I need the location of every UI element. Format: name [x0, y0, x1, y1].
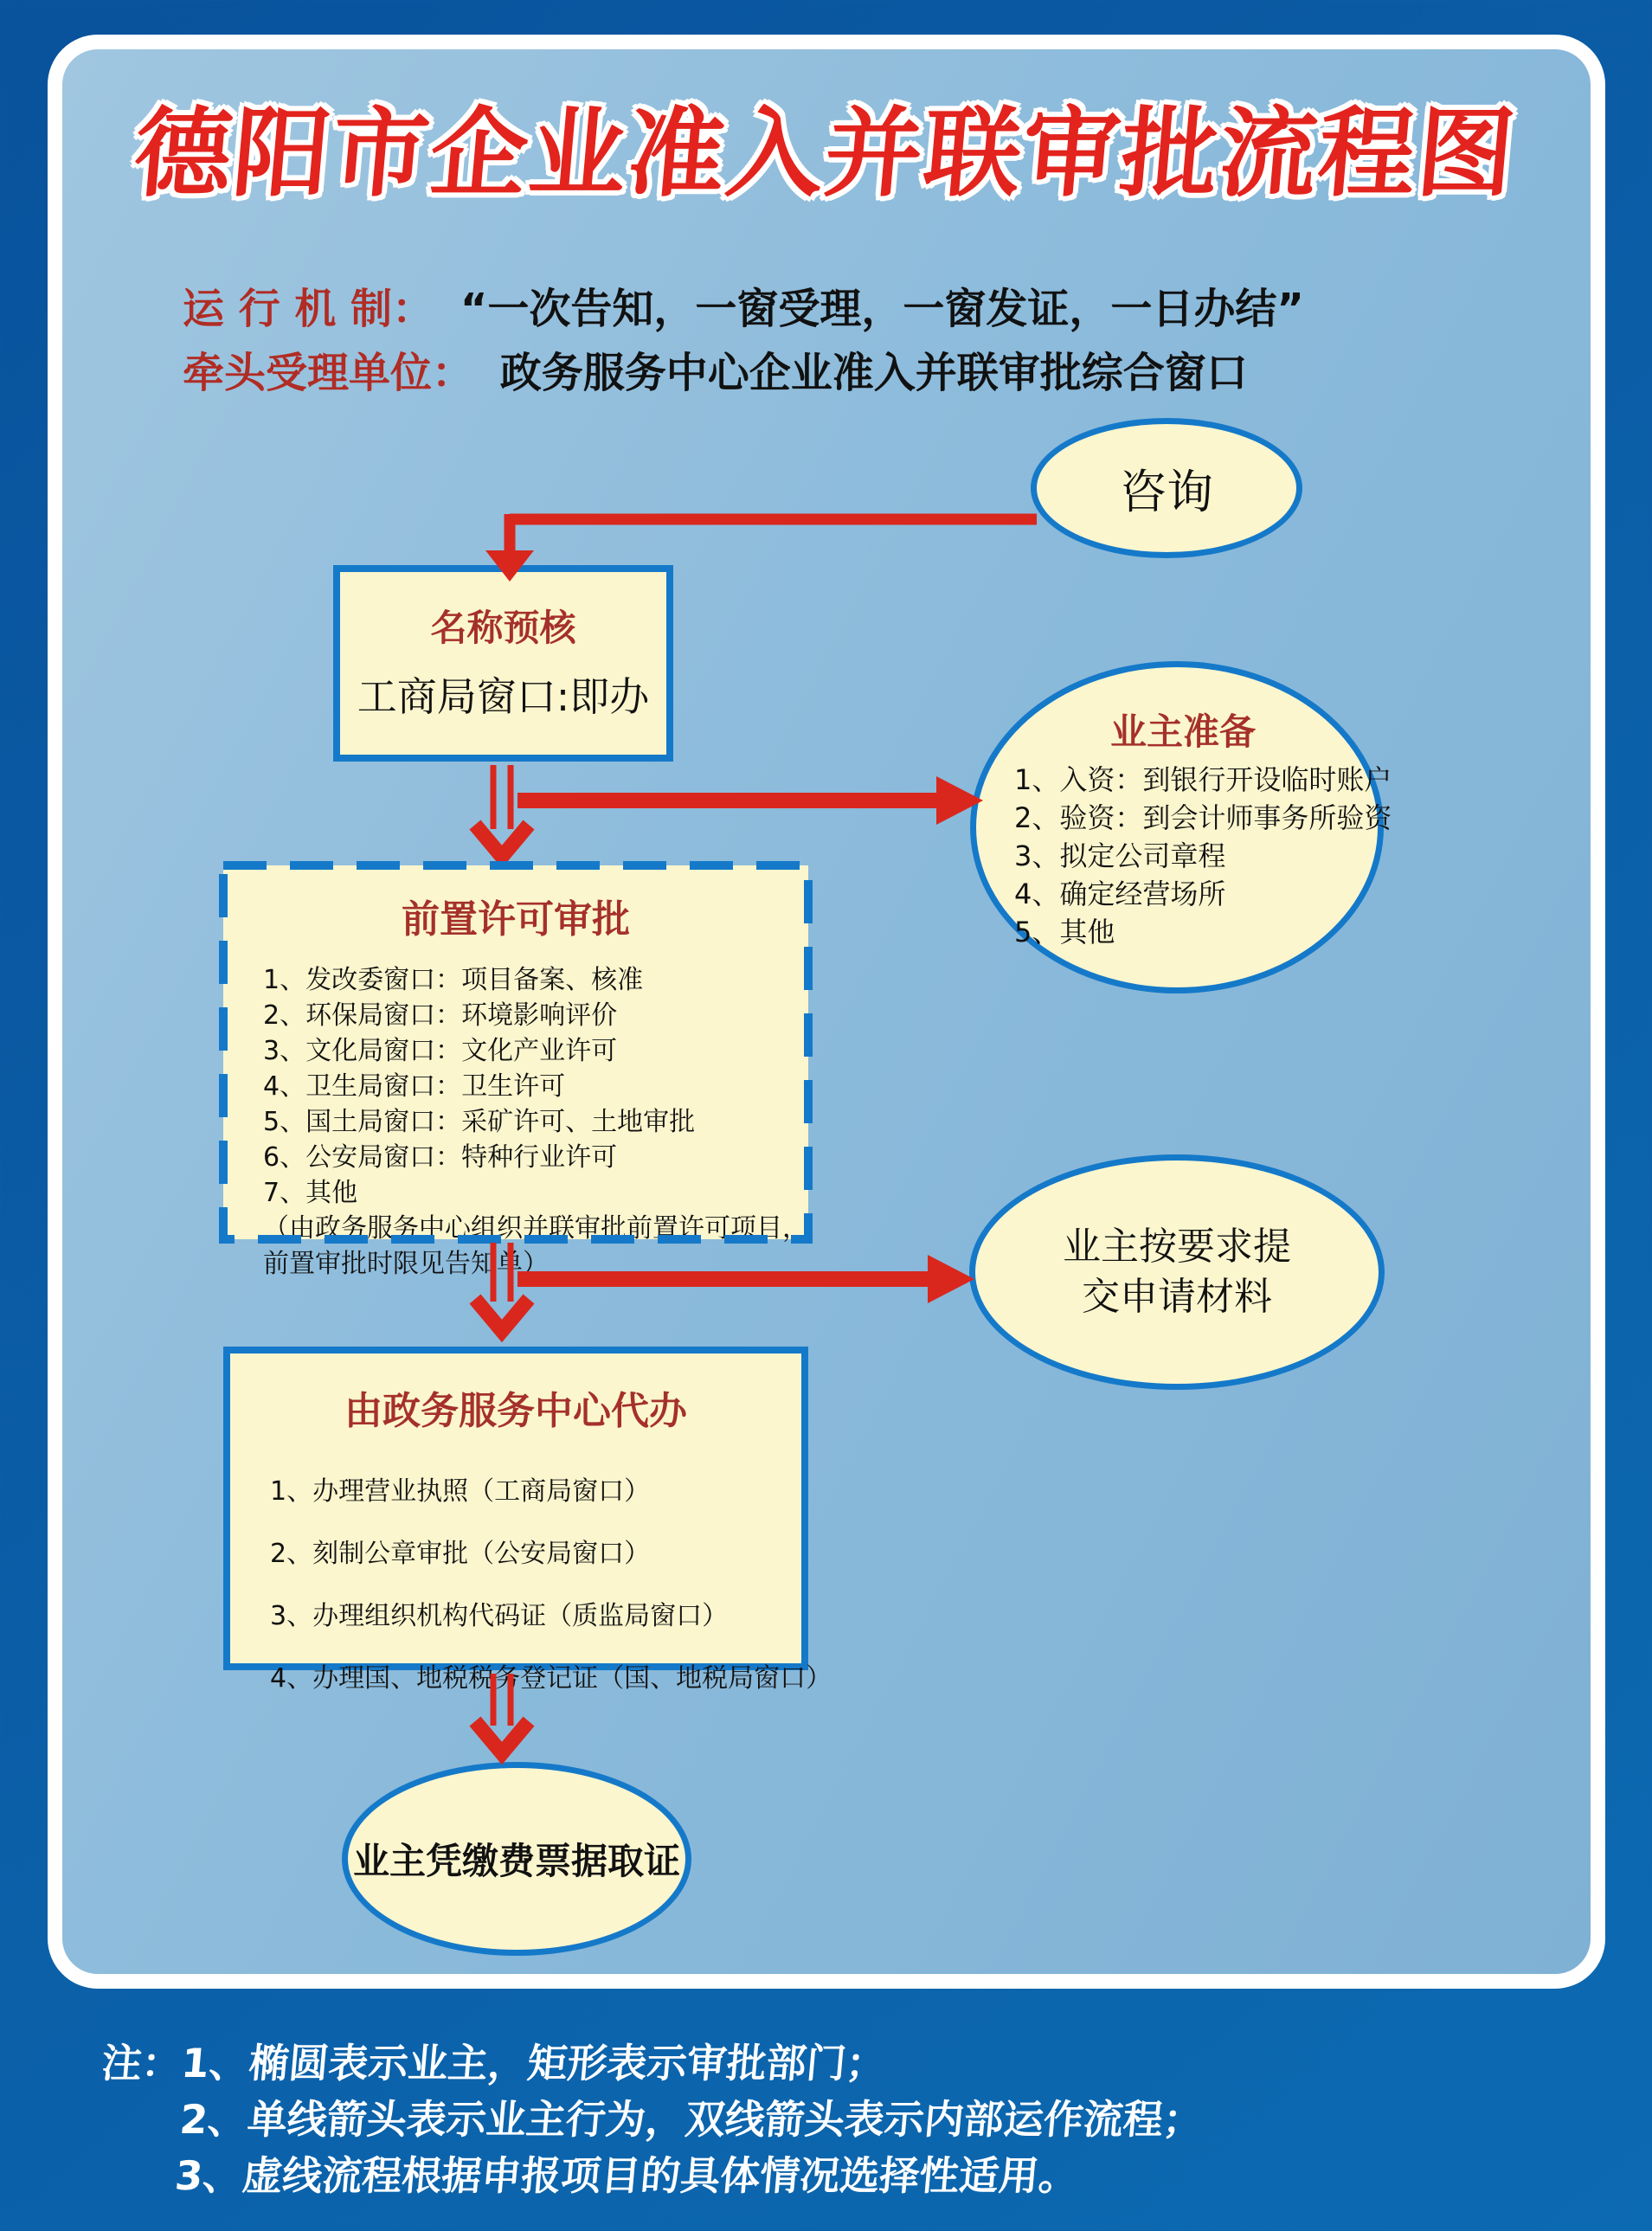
list-item: 5、其他	[1014, 916, 1115, 948]
name-check-body: 工商局窗口:即办	[357, 673, 650, 720]
pre-approval-box	[223, 865, 808, 1279]
mechanism-label: 运 行 机 制：	[183, 285, 434, 333]
final-certificate-ellipse	[342, 1762, 691, 1956]
list-item: 4、办理国、地税税务登记证（国、地税局窗口）	[270, 1663, 832, 1694]
agency-box	[223, 1347, 832, 1694]
submit-materials-ellipse	[969, 1154, 1385, 1390]
pre-approval-note-line2: 前置审批时限见告知单）	[263, 1249, 549, 1279]
name-check-title: 名称预核	[430, 607, 576, 649]
note-prefix: 注：	[100, 2040, 184, 2086]
lead-unit-label: 牵头受理单位：	[183, 349, 474, 397]
page-title: 德阳市企业准入并联审批流程图	[129, 98, 1521, 210]
note-text-1: 1、椭圆表示业主，矩形表示审批部门；	[179, 2040, 889, 2086]
final-certificate-label: 业主凭缴费票据取证	[352, 1840, 680, 1882]
list-item: 2、环保局窗口：环境影响评价	[263, 1000, 618, 1031]
agency-box-title: 由政务服务中心代办	[344, 1389, 687, 1433]
owner-prepare-ellipse	[970, 661, 1392, 993]
pre-approval-note-line1: （由政务服务中心组织并联审批前置许可项目，	[263, 1213, 808, 1244]
agency-box-list	[230, 1461, 832, 1710]
mechanism-row	[183, 275, 1304, 335]
list-item: 3、拟定公司章程	[1014, 839, 1226, 872]
owner-prepare-title: 业主准备	[1109, 710, 1256, 753]
consult-ellipse	[1031, 418, 1302, 558]
consult-label: 咨询	[1120, 464, 1213, 519]
list-item: 4、卫生局窗口：卫生许可	[263, 1071, 566, 1102]
lead-unit-row	[183, 339, 1248, 399]
list-item: 2、验资：到会计师事务所验资	[1014, 801, 1392, 834]
submit-materials-label	[1063, 1222, 1291, 1322]
mechanism-value: “一次告知，一窗受理，一窗发证，一日办结”	[460, 285, 1304, 333]
list-item: 5、国土局窗口：采矿许可、土地审批	[263, 1107, 696, 1137]
note-line-1	[100, 2035, 1211, 2092]
list-item: 3、办理组织机构代码证（质监局窗口）	[270, 1601, 729, 1631]
lead-unit-value: 政务服务中心企业准入并联审批综合窗口	[499, 349, 1248, 397]
note-line-2: 2、单线箭头表示业主行为，双线箭头表示内部运作流程；	[177, 2096, 1205, 2143]
name-check-box	[333, 565, 673, 762]
legend-notes	[89, 2035, 1210, 2204]
note-line-3: 3、虚线流程根据申报项目的具体情况选择性适用。	[172, 2152, 1081, 2199]
list-item: 1、入资：到银行开设临时账户	[1014, 763, 1392, 796]
list-item: 2、刻制公章审批（公安局窗口）	[270, 1539, 651, 1569]
list-item: 7、其他	[263, 1178, 358, 1208]
list-item: 1、发改委窗口：项目备案、核准	[263, 965, 644, 995]
list-item: 6、公安局窗口：特种行业许可	[263, 1142, 618, 1173]
owner-prepare-list	[1014, 761, 1392, 951]
list-item: 1、办理营业执照（工商局窗口）	[270, 1476, 651, 1507]
pre-approval-title: 前置许可审批	[402, 897, 630, 942]
list-item: 3、文化局窗口：文化产业许可	[263, 1036, 618, 1066]
list-item: 4、确定经营场所	[1014, 878, 1226, 910]
pre-approval-list	[223, 962, 808, 1282]
submit-line1: 业主按要求提	[1063, 1225, 1291, 1269]
submit-line2: 交申请材料	[1082, 1275, 1272, 1319]
